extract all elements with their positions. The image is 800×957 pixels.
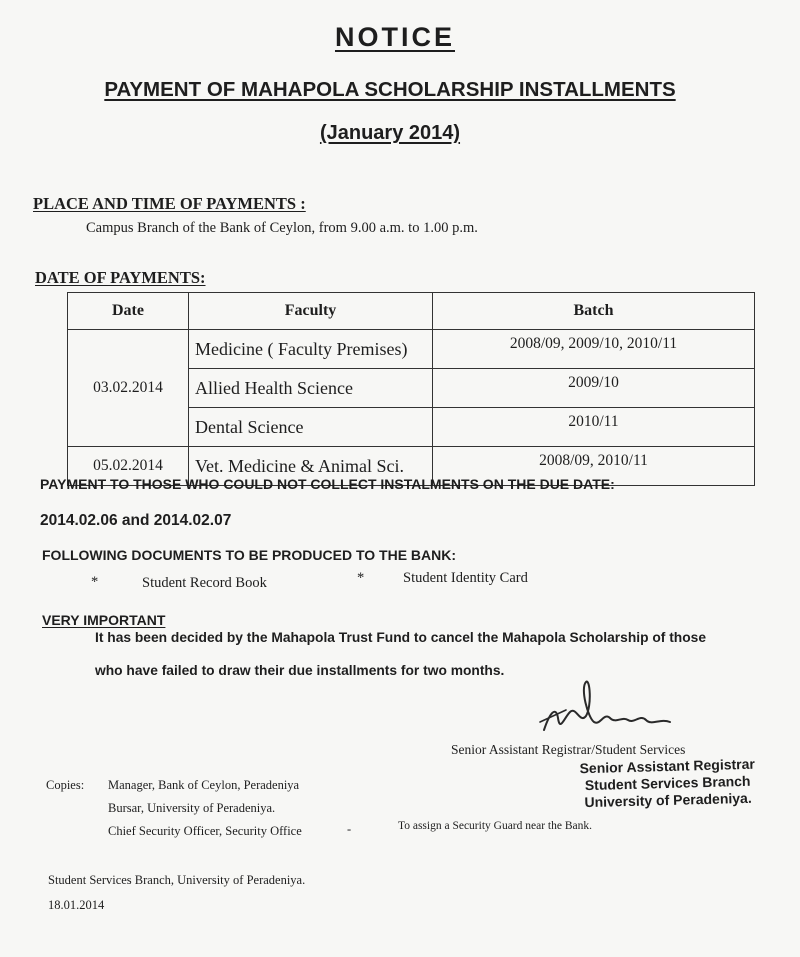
copy-dash: - (347, 822, 352, 836)
important-line-1: It has been decided by the Mahapola Trust Fund to cancel the Mahapola Scholarship of those (95, 630, 706, 645)
bullet-mark: * (357, 570, 365, 586)
payment-schedule-table (67, 292, 755, 486)
stamp-line: Senior Assistant Registrar (579, 755, 756, 777)
official-stamp (579, 756, 756, 812)
copy-recipient: Chief Security Officer, Security Office (108, 824, 302, 838)
table-cell-date: 03.02.2014 (68, 330, 189, 447)
table-cell-faculty: Medicine ( Faculty Premises) (189, 330, 433, 369)
important-line-2: who have failed to draw their due installments for two months. (95, 663, 505, 678)
documents-heading: FOLLOWING DOCUMENTS TO BE PRODUCED TO THE BANK: (42, 547, 457, 563)
table-row (68, 330, 755, 369)
copy-note: To assign a Security Guard near the Bank. (398, 820, 593, 832)
stamp-line: Student Services Branch (584, 772, 751, 794)
handwritten-signature (530, 672, 700, 744)
table-header-row (68, 293, 755, 330)
late-payment-heading: PAYMENT TO THOSE WHO COULD NOT COLLECT INSTALMENTS ON THE DUE DATE: (40, 476, 615, 492)
table-cell-faculty: Allied Health Science (189, 369, 433, 408)
place-time-heading: PLACE AND TIME OF PAYMENTS : (33, 194, 306, 213)
table-cell-faculty: Dental Science (189, 408, 433, 447)
table-cell-faculty: Vet. Medicine & Animal Sci. (189, 447, 433, 486)
late-payment-dates: 2014.02.06 and 2014.02.07 (40, 512, 232, 529)
notice-title: NOTICE (334, 22, 455, 52)
table-cell-batch: 2008/09, 2010/11 (433, 447, 755, 486)
footer-date: 18.01.2014 (48, 898, 105, 912)
document-item-identity-card: Student Identity Card (403, 570, 528, 586)
copies-label: Copies: (46, 778, 85, 792)
table-cell-batch: 2008/09, 2009/10, 2010/11 (433, 330, 755, 369)
column-header-faculty: Faculty (189, 293, 433, 330)
stamp-line: University of Peradeniya. (584, 789, 752, 811)
notice-subject: PAYMENT OF MAHAPOLA SCHOLARSHIP INSTALLMENTS (104, 78, 676, 101)
document-item-record-book: Student Record Book (142, 575, 267, 591)
very-important-heading: VERY IMPORTANT (42, 612, 166, 628)
signatory-title: Senior Assistant Registrar/Student Services (451, 742, 686, 757)
place-time-text: Campus Branch of the Bank of Ceylon, from 9.00 a.m. to 1.00 p.m. (86, 220, 478, 236)
column-header-date: Date (68, 293, 189, 330)
table-cell-batch: 2010/11 (433, 408, 755, 447)
notice-period: (January 2014) (319, 122, 461, 144)
copy-recipient: Manager, Bank of Ceylon, Peradeniya (108, 778, 300, 792)
table-cell-batch: 2009/10 (433, 369, 755, 408)
footer-office: Student Services Branch, University of Peradeniya. (48, 873, 306, 887)
table-cell-date: 05.02.2014 (68, 447, 189, 486)
bullet-mark: * (91, 574, 99, 590)
date-of-payments-heading: DATE OF PAYMENTS: (35, 268, 206, 287)
copy-recipient: Bursar, University of Peradeniya. (108, 801, 276, 815)
column-header-batch: Batch (433, 293, 755, 330)
